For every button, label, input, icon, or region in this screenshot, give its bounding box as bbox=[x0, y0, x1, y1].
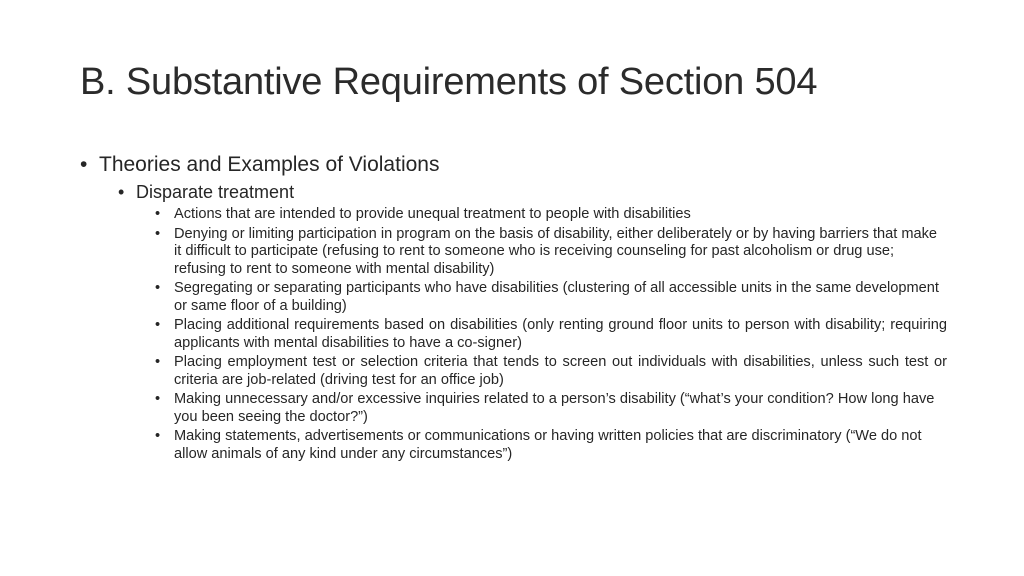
slide-content bbox=[80, 150, 950, 465]
bullet-level3-item bbox=[155, 280, 947, 315]
bullet-level1-text: Theories and Examples of Violations bbox=[99, 153, 440, 176]
slide-title: B. Substantive Requirements of Section 504 bbox=[80, 61, 818, 103]
bullet-level3-text: Actions that are intended to provide unequal treatment to people with disabilities bbox=[174, 206, 691, 222]
bullet-dot-icon: • bbox=[155, 317, 161, 333]
bullet-dot-icon: • bbox=[80, 153, 88, 176]
bullet-dot-icon: • bbox=[155, 206, 161, 222]
bullet-dot-icon: • bbox=[155, 354, 161, 370]
bullet-level3-item bbox=[155, 317, 947, 352]
bullet-dot-icon: • bbox=[155, 391, 161, 407]
bullet-level3-text: Making statements, advertisements or communications or having written policies that are discriminatory (“We do not allow animals of any kind under any circumstances”) bbox=[174, 428, 922, 462]
bullet-level3-text: Placing additional requirements based on disabilities (only renting ground floor units to person with disability; requiring applicants with mental disabilities to have a co-signer) bbox=[174, 317, 947, 351]
bullet-level3-item bbox=[155, 226, 947, 279]
bullet-level2-text: Disparate treatment bbox=[136, 182, 295, 202]
bullet-dot-icon: • bbox=[155, 280, 161, 296]
bullet-level1 bbox=[80, 150, 950, 180]
bullet-level3-text: Denying or limiting participation in program on the basis of disability, either deliberately or by having barriers that make it difficult to participate (refusing to rent to someone who is receiving counseling for past alcoholism or drug use; refusing to rent to someone with mental disability) bbox=[174, 225, 938, 277]
bullet-dot-icon: • bbox=[155, 225, 161, 242]
bullet-level3-item bbox=[155, 206, 947, 224]
bullet-dot-icon: • bbox=[118, 182, 125, 202]
bullet-level3-text: Placing employment test or selection criteria that tends to screen out individuals with disabilities, unless such test or criteria are job-related (driving test for an office job) bbox=[174, 354, 947, 388]
bullet-dot-icon: • bbox=[155, 428, 161, 444]
bullet-level3-item bbox=[155, 354, 947, 389]
bullet-level3-text: Making unnecessary and/or excessive inquiries related to a person’s disability (“what’s your condition? How long have you been seeing the doctor?”) bbox=[174, 391, 935, 425]
bullet-level3-text: Segregating or separating participants who have disabilities (clustering of all accessible units in the same development or same floor of a building) bbox=[174, 280, 939, 314]
bullet-level3-item bbox=[155, 428, 947, 463]
bullet-level3-list bbox=[155, 206, 947, 463]
bullet-level2 bbox=[118, 180, 950, 204]
bullet-level3-item bbox=[155, 391, 947, 426]
